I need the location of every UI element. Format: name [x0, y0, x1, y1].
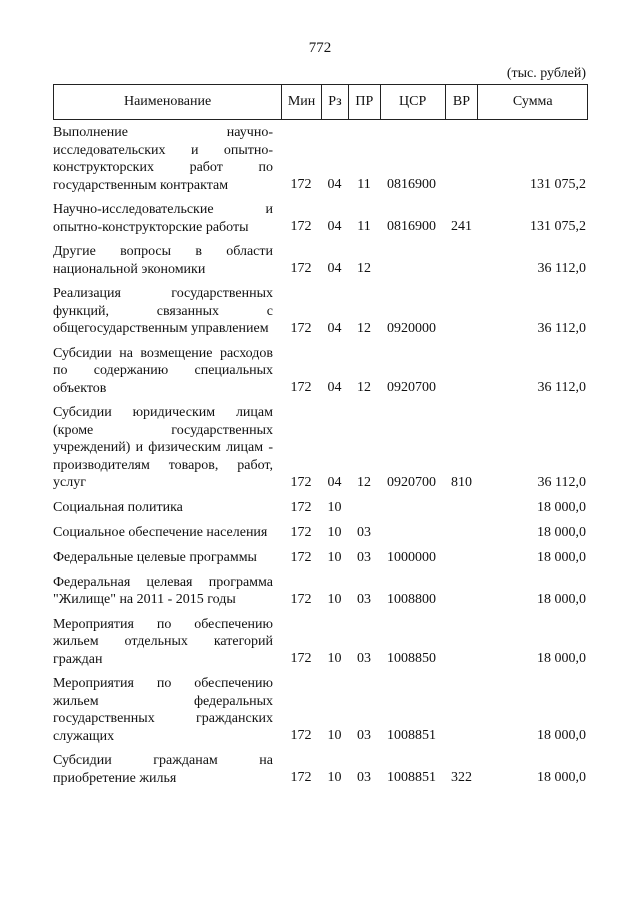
table-row: [53, 124, 588, 194]
units-label: (тыс. рублей): [506, 66, 586, 81]
row-name: Социальное обеспечение населения: [53, 525, 268, 540]
row-sum: 18 000,0: [537, 770, 586, 785]
row-csr: 1000000: [387, 549, 436, 565]
row-sum: 36 112,0: [537, 474, 586, 490]
row-sum: 131 075,2: [530, 177, 586, 192]
row-rz: 04: [327, 177, 342, 192]
row-name: Социальная политика: [53, 500, 183, 515]
row-pr: 12: [357, 261, 371, 276]
row-name: Другие вопросы в области национальной экономики: [53, 244, 273, 277]
row-pr: 03: [357, 524, 371, 540]
row-csr: 1008851: [387, 728, 436, 743]
header-pr: ПР: [348, 85, 380, 119]
row-name: Научно-исследовательские и опытно-конструкторские работы: [53, 202, 273, 235]
row-min: 172: [290, 524, 312, 540]
row-rz: 10: [327, 651, 342, 666]
row-rz: 04: [327, 261, 342, 276]
row-min: 172: [290, 651, 312, 666]
header-rz: Рз: [321, 85, 348, 119]
row-sum: 18 000,0: [537, 728, 586, 743]
row-name: Федеральная целевая программа "Жилище" на 2011 - 2015 годы: [53, 574, 273, 607]
row-min: 172: [290, 499, 312, 515]
table-row: [53, 549, 588, 567]
row-name: Субсидии на возмещение расходов по содержанию специальных объектов: [53, 345, 273, 396]
row-csr: 1008851: [387, 770, 436, 785]
row-min: 172: [290, 261, 312, 276]
row-csr: 0920700: [387, 474, 436, 490]
row-sum: 36 112,0: [537, 380, 586, 395]
table-body: [53, 120, 588, 787]
row-pr: 03: [357, 591, 371, 607]
row-name: Выполнение научно-исследовательских и опытно-конструкторских работ по государственным контрактам: [53, 125, 273, 193]
table-row: [53, 524, 588, 542]
row-min: 172: [290, 549, 312, 565]
row-rz: 04: [327, 380, 342, 395]
row-rz: 10: [327, 770, 342, 785]
page-number: 772: [308, 40, 332, 56]
row-sum: 18 000,0: [537, 549, 586, 565]
row-name: Субсидии юридическим лицам (кроме государственных учреждений) и физическим лицам - производителям товаров, работ, услуг: [53, 405, 273, 490]
row-rz: 10: [327, 524, 342, 540]
row-sum: 36 112,0: [537, 320, 586, 336]
header-csr: ЦСР: [380, 85, 445, 119]
table-row: [53, 345, 588, 398]
row-rz: 10: [327, 591, 342, 607]
row-min: 172: [290, 320, 312, 336]
table-row: [53, 616, 588, 669]
table-row: [53, 243, 588, 278]
row-rz: 10: [327, 728, 342, 743]
header-name: Наименование: [123, 94, 212, 109]
row-csr: 0816900: [387, 177, 436, 192]
row-rz: 04: [327, 474, 342, 490]
table-row: [53, 285, 588, 338]
row-pr: 11: [357, 219, 371, 234]
row-min: 172: [290, 770, 312, 785]
table-row: [53, 499, 588, 517]
row-pr: 12: [357, 380, 371, 395]
header-vr: ВР: [445, 85, 478, 119]
row-vr: 241: [451, 219, 472, 234]
row-csr: 0920000: [387, 320, 436, 336]
budget-table: [53, 84, 588, 794]
table-row: [53, 675, 588, 745]
row-min: 172: [290, 219, 312, 234]
row-rz: 10: [327, 549, 342, 565]
row-rz: 10: [327, 499, 342, 515]
row-min: 172: [290, 474, 312, 490]
row-vr: 322: [451, 770, 472, 785]
row-name: Субсидии гражданам на приобретение жилья: [53, 753, 273, 786]
row-csr: 1008800: [387, 591, 436, 607]
row-pr: 12: [357, 320, 371, 336]
row-pr: 12: [357, 474, 371, 490]
row-name: Федеральные целевые программы: [53, 550, 257, 565]
row-sum: 18 000,0: [537, 499, 586, 515]
table-row: [53, 404, 588, 492]
row-rz: 04: [327, 219, 342, 234]
row-sum: 18 000,0: [537, 524, 586, 540]
row-name: Реализация государственных функций, связанных с общегосударственным управлением: [53, 286, 273, 336]
header-min: Мин: [281, 85, 321, 119]
row-name: Мероприятия по обеспечению жильем отдельных категорий граждан: [53, 616, 273, 667]
row-csr: 0816900: [387, 219, 436, 234]
table-header: [53, 84, 588, 120]
table-row: [53, 201, 588, 236]
row-csr: 1008850: [387, 651, 436, 666]
header-sum: Сумма: [477, 85, 587, 119]
row-sum: 18 000,0: [537, 651, 586, 666]
row-pr: 11: [357, 177, 371, 192]
row-sum: 18 000,0: [537, 591, 586, 607]
row-csr: 0920700: [387, 380, 436, 395]
row-min: 172: [290, 380, 312, 395]
row-name: Мероприятия по обеспечению жильем федеральных государственных гражданских служащих: [53, 676, 273, 744]
row-pr: 03: [357, 651, 371, 666]
row-min: 172: [290, 591, 312, 607]
row-pr: 03: [357, 728, 371, 743]
row-pr: 03: [357, 549, 371, 565]
row-min: 172: [290, 177, 312, 192]
row-min: 172: [290, 728, 312, 743]
row-vr: 810: [451, 474, 472, 490]
table-row: [53, 574, 588, 609]
row-sum: 36 112,0: [537, 261, 586, 276]
row-pr: 03: [357, 770, 371, 785]
row-rz: 04: [327, 320, 342, 336]
row-sum: 131 075,2: [530, 219, 586, 234]
table-row: [53, 752, 588, 787]
